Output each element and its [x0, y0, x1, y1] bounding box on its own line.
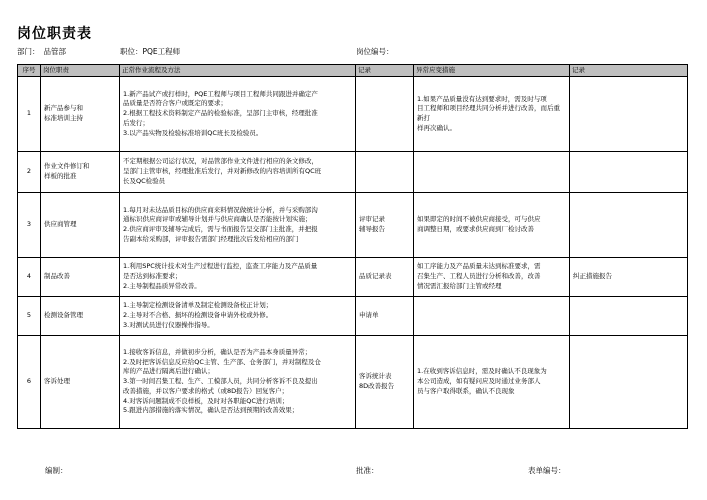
- cell-line: 纠正措施报告: [573, 272, 612, 281]
- form-number-label: 表单编号：: [528, 466, 566, 475]
- cell-line: 供应商管理: [44, 220, 77, 229]
- column-header: 记录: [356, 65, 414, 77]
- prepared-by-label: 编制：: [45, 466, 68, 475]
- cell-line: 新产品参与和: [44, 104, 83, 113]
- cell-line: 1.如果产品质量没有达到要求时，需及时与项: [417, 94, 547, 103]
- cell-line: 辅导报告: [359, 225, 385, 233]
- cell-line: 申请单: [359, 311, 379, 320]
- row-number: 4: [18, 258, 41, 297]
- procedure-cell: [120, 152, 356, 193]
- procedure-cell: [120, 336, 356, 429]
- duty-cell: [41, 258, 120, 297]
- cell-line: 呈部门主管审核，经理批准后发行，并对新修改的内容培训所有QC班: [123, 167, 322, 176]
- table-row: [18, 193, 688, 258]
- cell-line: 样再次确认。: [417, 123, 456, 132]
- department-field: [17, 46, 66, 57]
- cell-line: 1.每月对未达品质目标的供应商来料情况做统计分析，并与采购部沟: [123, 205, 318, 214]
- cell-line: 客诉处理: [44, 377, 70, 386]
- cell-line: 本公司造成，如有疑问应及时通过业务部人: [417, 377, 541, 386]
- cell-line: 后发行；: [123, 118, 149, 127]
- approved-by-field: [356, 465, 379, 476]
- cell-line: 客诉统计表: [359, 372, 392, 381]
- column-header: 记录: [570, 65, 688, 77]
- exception-cell: [414, 336, 570, 429]
- column-header: 岗位职责: [41, 65, 120, 77]
- duty-cell: [41, 297, 120, 336]
- cell-line: 2.主导制程品质异常改善。: [123, 281, 201, 290]
- cell-line: 目工程师和项目经理共同分析并进行改善，而后重新打: [417, 104, 560, 122]
- duty-cell: [41, 152, 120, 193]
- page-title: 岗位职责表: [17, 26, 92, 42]
- cell-line: 1.接收客诉信息，并做初步分析，确认是否为产品本身质量异常；: [123, 347, 312, 356]
- cell-line: 样板的批准: [44, 172, 77, 180]
- cell-line: 检测设备管理: [44, 311, 83, 320]
- cell-line: 1.新产品试产或打样时，PQE工程师与项目工程师共同跟进并确定产: [123, 89, 318, 98]
- position-code-label: 岗位编号：: [356, 47, 394, 56]
- position-field: [120, 46, 180, 57]
- record-cell: [356, 77, 414, 152]
- duty-cell: [41, 336, 120, 429]
- cell-line: 长及QC检验员: [123, 176, 166, 185]
- cell-line: 2.供应商评审及辅导完成后，需与书面报告呈交部门主批准，并把报: [123, 225, 318, 233]
- cell-line: 评审记录: [359, 215, 385, 224]
- prepared-by-field: [45, 465, 68, 476]
- table-row: [18, 77, 688, 152]
- duty-cell: [41, 193, 120, 258]
- record2-cell: [570, 77, 688, 152]
- exception-cell: [414, 77, 570, 152]
- cell-line: 商调整日期，或要求供应商到厂检讨改善: [417, 225, 534, 233]
- cell-line: 2.根据工程技术资料制定产品的检验标准，呈部门主审核，经理批准: [123, 109, 318, 118]
- exception-cell: [414, 258, 570, 297]
- record-cell: [356, 258, 414, 297]
- procedure-cell: [120, 77, 356, 152]
- record-cell: [356, 297, 414, 336]
- cell-line: 是否达到标准要求；: [123, 272, 182, 281]
- cell-line: 5.跟进内部措施的落实情况，确认是否达到预期的改善效果；: [123, 406, 299, 415]
- cell-line: 通标识供应商评审或辅导计划并与供应商确认是否能按计划实施；: [123, 215, 312, 224]
- cell-line: 如果即定的时间不被供应商接受，可与供应: [417, 215, 541, 224]
- row-number: 5: [18, 297, 41, 336]
- row-number: 1: [18, 77, 41, 152]
- row-number: 3: [18, 193, 41, 258]
- department-value: 品管部: [43, 47, 66, 56]
- duty-cell: [41, 77, 120, 152]
- cell-line: 8D改善报告: [359, 382, 395, 390]
- cell-line: 情况需汇报给部门主管或经理: [417, 281, 502, 290]
- cell-line: 召集生产、工程人员进行分析和改善，改善: [417, 272, 541, 281]
- cell-line: 3.对测试员进行仪器操作指导。: [123, 320, 214, 329]
- table-row: [18, 297, 688, 336]
- cell-line: 员与客户取得联系，确认不良现象: [417, 386, 515, 395]
- exception-cell: [414, 152, 570, 193]
- cell-line: 2.及时把客诉信息反应给QC主管、生产部、仓务部门，并对制程及仓: [123, 357, 321, 366]
- procedure-cell: [120, 193, 356, 258]
- cell-line: 不定期根据公司运行状况，对品管部作业文件进行相应的条文修改，: [123, 157, 318, 166]
- cell-line: 如工序能力及产品质量未达到标准要求，需: [417, 262, 541, 271]
- cell-line: 3.以产品实物及检验标准培训QC班长及检验员。: [123, 128, 263, 137]
- position-code-field: [356, 46, 394, 57]
- record2-cell: [570, 258, 688, 297]
- record2-cell: [570, 193, 688, 258]
- form-number-field: [528, 465, 566, 476]
- column-header: 序号: [18, 65, 41, 77]
- exception-cell: [414, 193, 570, 258]
- responsibility-table: [17, 64, 688, 429]
- cell-line: 标准培训主持: [44, 114, 83, 122]
- record-cell: [356, 152, 414, 193]
- record2-cell: [570, 152, 688, 193]
- record2-cell: [570, 297, 688, 336]
- cell-line: 库的产品进行隔离后进行确认；: [123, 367, 214, 376]
- table-header-row: [18, 65, 688, 77]
- record2-cell: [570, 336, 688, 429]
- cell-line: 4.对客诉问题制成不良样板，及时对各职能QC进行培训；: [123, 396, 289, 405]
- column-header: 异常应变措施: [414, 65, 570, 77]
- cell-line: 1.主导制定检测设备清单及制定检测设备校正计划；: [123, 301, 273, 310]
- record-cell: [356, 193, 414, 258]
- approved-by-label: 批准：: [356, 466, 379, 475]
- exception-cell: [414, 297, 570, 336]
- procedure-cell: [120, 297, 356, 336]
- row-number: 6: [18, 336, 41, 429]
- position-label: 职位：: [120, 47, 143, 56]
- cell-line: 制品改善: [44, 272, 70, 281]
- record-cell: [356, 336, 414, 429]
- table-row: [18, 258, 688, 297]
- cell-line: 2.主导对不合格、损坏的检测设备申请外校或外修。: [123, 311, 273, 320]
- position-value: PQE工程师: [142, 47, 181, 56]
- procedure-cell: [120, 258, 356, 297]
- cell-line: 3.第一时间召集工程、生产、工模部人员，共同分析客诉不良及提出: [123, 377, 318, 386]
- cell-line: 告副本给采购部，评审报告需部门经理批次后发给相应的部门: [123, 234, 299, 243]
- table-row: [18, 152, 688, 193]
- cell-line: 品质量是否符合客户或既定的要求；: [123, 99, 227, 108]
- cell-line: 1.利用SPC统计技术对生产过程进行监控，监查工序能力及产品质量: [123, 262, 318, 271]
- department-label: 部门：: [17, 47, 40, 56]
- row-number: 2: [18, 152, 41, 193]
- cell-line: 作业文件修订和: [44, 162, 90, 171]
- cell-line: 改善措施，并以客户要求的格式（或8D报告）回复客户；: [123, 386, 289, 395]
- cell-line: 品质记录表: [359, 272, 392, 281]
- column-header: 正常作业流程及方法: [120, 65, 356, 77]
- cell-line: 1.在收到客诉信息时，需及时确认不良现象为: [417, 367, 547, 376]
- table-row: [18, 336, 688, 429]
